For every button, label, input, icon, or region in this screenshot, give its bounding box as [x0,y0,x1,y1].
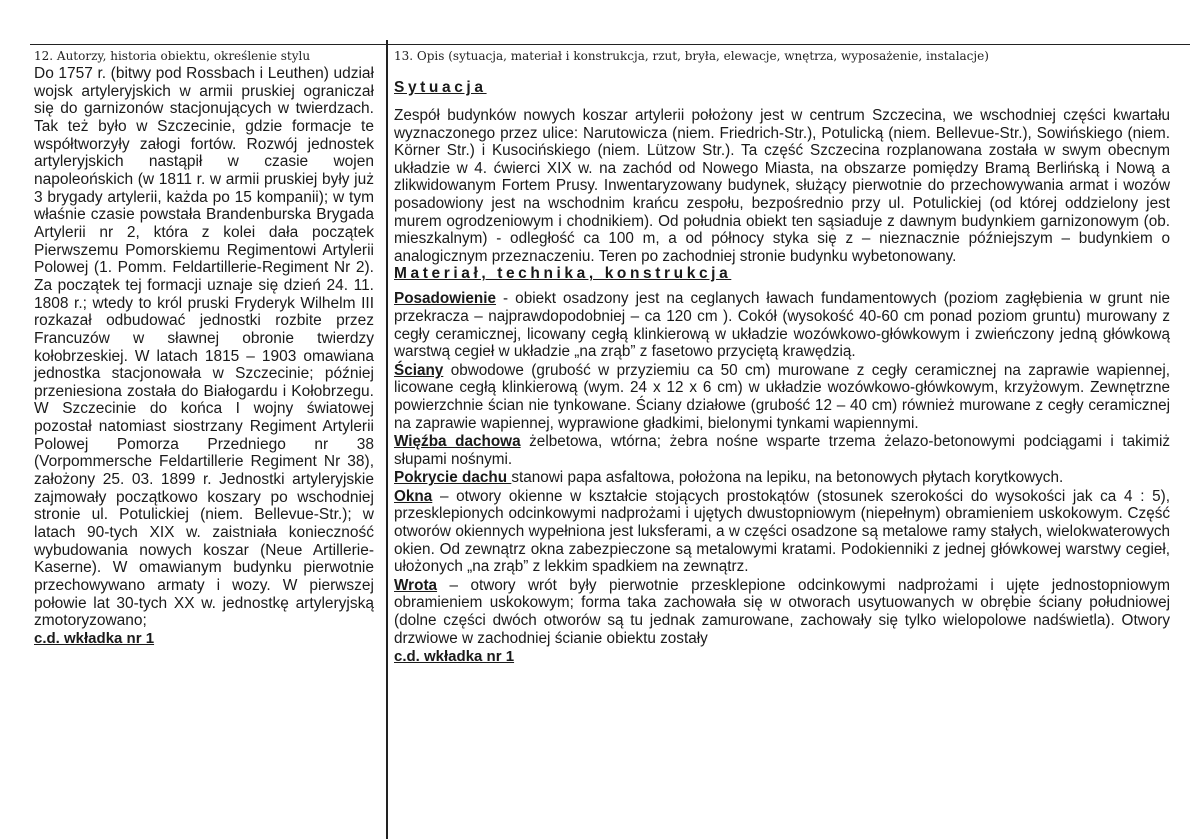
sytuacja-heading: Sytuacja [394,79,487,96]
sciany-term: Ściany [394,361,444,379]
history-text: Do 1757 r. (bitwy pod Rossbach i Leuthen) udział wojsk artyleryjskich w armii pruskiej ograniczał się do garnizonów stacjonujących w twierdzach. Tak też było w Szczecinie, gdzie formacje te współtworzyły załogi fortów. Rozwój jednostek artyleryjskich nastąpił w czasie wojen napoleońskich (w 1811 r. w armii pruskiej były już 3 brygady artylerii, każda po 15 kompanii); w tym właśnie czasie powstała Brandenburska Brygada Artylerii nr 2, która z kolei dała początek Pierwszemu Pomorskiemu Regimentowi Artylerii Polowej (1. Pomm. Feldartillerie-Regiment Nr 2). Za początek tej formacji uznaje się dzień 24. 11. 1808 r.; wtedy to król pruski Fryderyk Wilhelm III rozkazał odbudować jednostki rozbite przez Francuzów w sławnej obronie twierdzy kołobrzeskiej. W latach 1815 – 1903 omawiana jednostka stacjonowała w Szczecinie; później przeniesiona została do Białogardu i Kołobrzegu. W Szczecinie do końca I wojny światowej pozostał natomiast siostrzany Regiment Artylerii Polowej Pomorza Przedniego nr 38 (Vorpommersche Feldartillerie Regiment Nr 38), założony 25. 03. 1899 r. Jednostki artyleryjskie zajmowały początkowo koszary po wschodniej stronie ul. Potulickiej (niem. Bellevue-Str.); w latach 90-tych XIX w. zaistniała konieczność wybudowania nowych koszar (Neue Artillerie-Kaserne). W omawianym budynku pierwotnie przechowywano armaty i wozy. W pierwszej połowie lat 30-tych XX w. jednostkę artyleryjską zmotoryzowano; [34,65,374,630]
wrota-text: – otwory wrót były pierwotnie przesklepione odcinkowymi nadprożami i ujęte jednostopniowym obramieniem uskokowym; forma taka zachowała się w otworach usytuowanych w obrębie ściany południowej (dolne części dwóch otworów są tu jednak zamurowane, zachowały się tylko wielopolowe nadświetla). Otwory drzwiowe w zachodniej ścianie obiektu zostały [394,576,1170,647]
pokrycie-term: Pokrycie dachu [394,469,512,487]
okna-term: Okna [394,487,433,505]
posadowienie-text: - obiekt osadzony jest na ceglanych ławach fundamentowych (poziom zagłębienia w grunt nie przekracza – najprawdopodobniej – ca 120 cm ). Cokół (wysokość 40-60 cm ponad poziom gruntu) murowany z cegły ceramicznej, licowany cegłą klinkierową w układzie wozówkowo-główkowym i zwieńczony jedną główkową warstwą cegieł w układzie „na zrąb” z fasetowo przyciętą krawędzią. [394,290,1170,361]
description-continuation: c.d. wkładka nr 1 [394,648,515,666]
posadowienie-term: Posadowienie [394,290,497,308]
top-rule [30,44,1190,45]
history-column [34,48,374,648]
field-12-label: 12. Autorzy, historia obiektu, określenie stylu [34,49,311,63]
sciany-text: obwodowe (grubość w przyziemiu ca 50 cm) murowane z cegły ceramicznej na zaprawie wapiennej, licowane cegłą klinkierową (wym. 24 x 12 x 6 cm) w układzie wozówkowo-główkowym, krzyżowym. Zewnętrzne powierzchnie ścian nie tynkowane. Ściany działowe (grubość 12 – 40 cm) również murowane z cegły ceramicznej na zaprawie wapiennej, wyprawione gładkimi, bielonymi tynkami wapiennymi. [394,361,1170,432]
field-13-label: 13. Opis (sytuacja, materiał i konstrukcja, rzut, bryła, elewacje, wnętrza, wyposażenie, instalacje) [394,49,989,63]
wiezba-term: Więźba dachowa [394,433,521,451]
wrota-term: Wrota [394,576,438,594]
pokrycie-text: stanowi papa asfaltowa, położona na lepiku, na betonowych płytach korytkowych. [511,469,1064,487]
pokrycie-paragraph [394,469,1170,487]
sytuacja-text: Zespół budynków nowych koszar artylerii położony jest w centrum Szczecina, we wschodniej części kwartału wyznaczonego przez ulice: Narutowicza (niem. Friedrich-Str.), Potulicką (niem. Bellevue-Str.), Sowińskiego (niem. Körner Str.) i Kusocińskiego (niem. Lützow Str.). Ta część Szczecina rozplanowana została w swym obecnym układzie w 4. ćwierci XIX w. na zachód od Nowego Miasta, na obszarze pomiędzy Bramą Berlińską i Nową a zlikwidowanym Fortem Prusy. Inwentaryzowany budynek, służący pierwotnie do przechowywania armat i wozów posadowiony jest na wschodnim krańcu zespołu, bezpośrednio przy ul. Potulickiej (od której oddzielony jest murem ogrodzeniowym i chodnikiem). Od południa obiekt ten sąsiaduje z dawnym budynkiem garnizonowym (ob. mieszkalnym) - odległość ca 100 m, a od północy styka się z – nieznacznie późniejszym – budynkiem o analogicznym przeznaczeniu. Teren po zachodniej stronie budynku wybetonowany. [394,107,1170,265]
posadowienie-paragraph [394,290,1170,360]
sciany-paragraph [394,362,1170,432]
wrota-paragraph [394,577,1170,647]
history-continuation: c.d. wkładka nr 1 [34,630,155,647]
okna-paragraph [394,488,1170,576]
okna-text: – otwory okienne w kształcie stojących prostokątów (stosunek szerokości do wysokości jak ca 4 : 5), przesklepionych odcinkowymi nadprożami i ujętych dwustopniowym (niepełnym) obramieniem uskokowym. Część otworów okiennych wypełniona jest luksferami, a w części osadzone są metalowe ramy stałych, wielokwaterowych okien. Od zewnątrz okna zabezpieczone są metalowymi kratami. Podokienniki z jednej główkowej warstwy cegieł, ułożonych „na zrąb” z lekkim spadkiem na zewnątrz. [394,487,1170,576]
wiezba-paragraph [394,433,1170,468]
material-heading: Materiał, technika, konstrukcja [394,265,732,283]
column-divider [386,40,388,839]
wiezba-text: żelbetowa, wtórna; żebra nośne wsparte trzema żelazo-betonowymi podciągami i takimiż słupami nośnymi. [394,433,1170,468]
description-column [394,48,1170,666]
